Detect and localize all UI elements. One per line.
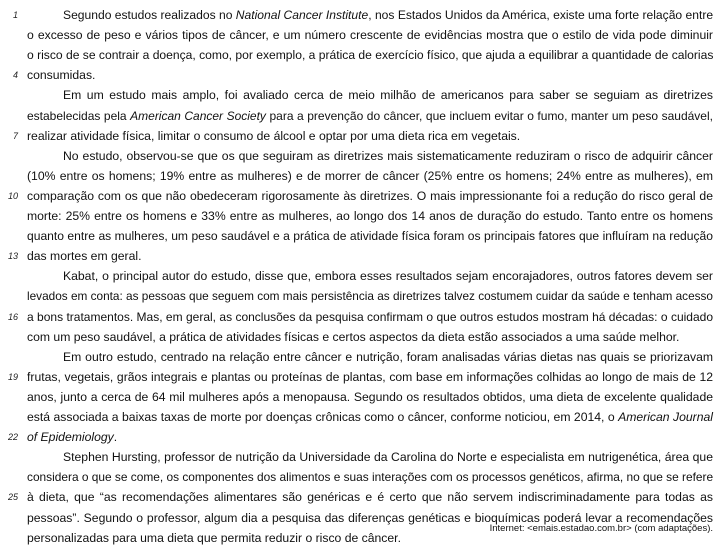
text-run: (10% entre os homens; 19% entre as mulheres) e de morrer de câncer (25% entre os homens; 24% entre as mulheres), em (27, 168, 713, 183)
italic-text: American Journal (618, 410, 713, 424)
text-run: . (113, 430, 118, 445)
line-number: 25 (7, 492, 18, 503)
line-number: 13 (7, 251, 18, 262)
line-text (63, 266, 713, 286)
text-line (0, 186, 723, 206)
line-text (27, 226, 713, 246)
text-line (0, 266, 723, 286)
text-line (0, 387, 723, 407)
text-line (0, 126, 723, 146)
text-line (0, 65, 723, 85)
line-text (27, 186, 713, 206)
text-line (0, 327, 723, 347)
text-run: o risco de se contrair a doença, como, por exemplo, a prática de exercício físico, que ajuda a equilibrar a quantidade de calorias (27, 48, 714, 63)
text-line (0, 487, 723, 507)
text-line (0, 307, 723, 327)
italic-text: American Cancer Society (130, 108, 266, 123)
line-text (63, 347, 713, 367)
text-run: considera o que se come, os componentes dos alimentos e suas interações com os processos genéticos, afirma, no que se refere (27, 470, 714, 485)
source-citation: Internet: <emais.estadao.com.br> (com adaptações). (489, 523, 713, 534)
line-text (63, 447, 713, 467)
text-line (0, 25, 723, 45)
line-text (27, 407, 713, 427)
line-text (27, 327, 713, 347)
text-run: , nos Estados Unidos da América, existe uma forte relação entre (368, 8, 714, 22)
line-number: 22 (7, 432, 18, 443)
text-run: das mortes em geral. (27, 249, 142, 264)
text-line (0, 226, 723, 246)
text-run: estabelecidas pela (27, 108, 131, 123)
text-line (0, 206, 723, 226)
text-line (0, 246, 723, 266)
line-text (27, 106, 713, 126)
text-run: Kabat, o principal autor do estudo, disse que, embora esses resultados sejam encorajadores, outros fatores devem ser (63, 269, 713, 284)
line-text (27, 387, 713, 407)
text-line (0, 467, 723, 487)
text-run: quanto entre as mulheres, um peso saudável e a prática de atividade física foram os principais fatores que influíram na redução (27, 229, 713, 244)
line-number: 10 (7, 190, 18, 201)
text-run: pessoas”. Segundo o professor, algum dia a pesquisa das diferenças genéticas e bioquímicas poderá levar a recomendações (27, 510, 713, 525)
text-run: Em outro estudo, centrado na relação entre câncer e nutrição, foram analisadas várias dietas nas quais se priorizavam (63, 349, 713, 364)
text-run: realizar atividade física, limitar o consumo de álcool e optar por uma dieta rica em vegetais. (27, 128, 521, 143)
text-run: anos, junto a cerca de 64 mil mulheres após a menopausa. Segundo os resultados obtidos, uma dieta de excelente qualidade (27, 389, 713, 404)
line-text (27, 286, 713, 306)
line-text (27, 45, 713, 65)
text-line (0, 146, 723, 166)
text-line (0, 407, 723, 427)
line-text (27, 307, 713, 327)
text-run: Em um estudo mais amplo, foi avaliado cerca de meio milhão de americanos para saber se seguiam as diretrizes (63, 88, 713, 103)
line-number: 1 (12, 10, 18, 20)
text-line (0, 347, 723, 367)
text-run: para a prevenção do câncer, que incluem evitar o fumo, manter um peso saudável, (265, 108, 713, 123)
line-text (63, 146, 713, 166)
line-number: 19 (7, 371, 18, 382)
line-text (27, 467, 713, 487)
text-line (0, 286, 723, 306)
text-line (0, 367, 723, 387)
line-text (27, 206, 713, 226)
line-text (63, 5, 713, 25)
text-run: consumidas. (27, 68, 96, 83)
text-line (0, 5, 723, 25)
line-text (27, 25, 713, 45)
text-line (0, 427, 723, 447)
line-number: 7 (12, 130, 18, 141)
text-run: à dieta, que “as recomendações alimentares são genéricas e é certo que não servem indiscriminadamente para todas as (27, 490, 713, 505)
text-line (0, 106, 723, 126)
text-run: comparação com os que não obedeceram rigorosamente às diretrizes. O mais impressionante foi a redução do risco geral de (27, 188, 713, 203)
line-text (27, 367, 713, 387)
text-line (0, 447, 723, 467)
line-text (27, 65, 713, 85)
line-text (63, 85, 713, 105)
text-line (0, 45, 723, 65)
text-run: o excesso de peso e vários tipos de câncer, e um número crescente de evidências mostra que o estilo de vida pode diminuir (27, 28, 713, 43)
text-run: morte: 25% entre os homens e 33% entre as mulheres, ao longo dos 14 anos de duração do estudo. Tanto entre os homens (27, 209, 713, 223)
text-run: Stephen Hursting, professor de nutrição da Universidade da Carolina do Norte e especialista em nutrigenética, área que (63, 450, 713, 465)
text-run: está associada a baixas taxas de morte por doenças crônicas como o câncer, conforme noticiou, em 2014, o (27, 410, 619, 424)
text-run: levados em conta: as pessoas que seguem com mais persistência as diretrizes talvez costumem cuidar da saúde e tenham acesso (27, 289, 713, 304)
line-text (27, 246, 713, 266)
italic-text: of Epidemiology (27, 430, 114, 445)
line-text (27, 427, 713, 447)
text-run: a bons tratamentos. Mas, em geral, as conclusões da pesquisa confirmam o que outros estudos mostram há décadas: o cuidado (27, 309, 713, 324)
line-text (27, 166, 713, 186)
text-line (0, 166, 723, 186)
italic-text: National Cancer Institute (235, 8, 369, 22)
line-number: 4 (12, 70, 18, 81)
text-run: com um peso saudável, a prática de atividades físicas e certos aspectos da dieta estão associados a uma saúde melhor. (27, 329, 680, 344)
text-run: No estudo, observou-se que os que seguiram as diretrizes mais sistematicamente reduziram o risco de adquirir câncer (63, 148, 713, 163)
text-run: Segundo estudos realizados no (63, 8, 236, 22)
text-line (0, 85, 723, 105)
text-run: personalizadas para uma dieta que permita reduzir o risco de câncer. (27, 530, 401, 545)
line-text (27, 487, 713, 507)
line-text (27, 126, 713, 146)
line-number: 16 (7, 311, 18, 322)
text-run: frutas, vegetais, grãos integrais e plantas ou proteínas de plantas, com base em informações colhidas ao longo de mais de 12 (27, 369, 713, 384)
